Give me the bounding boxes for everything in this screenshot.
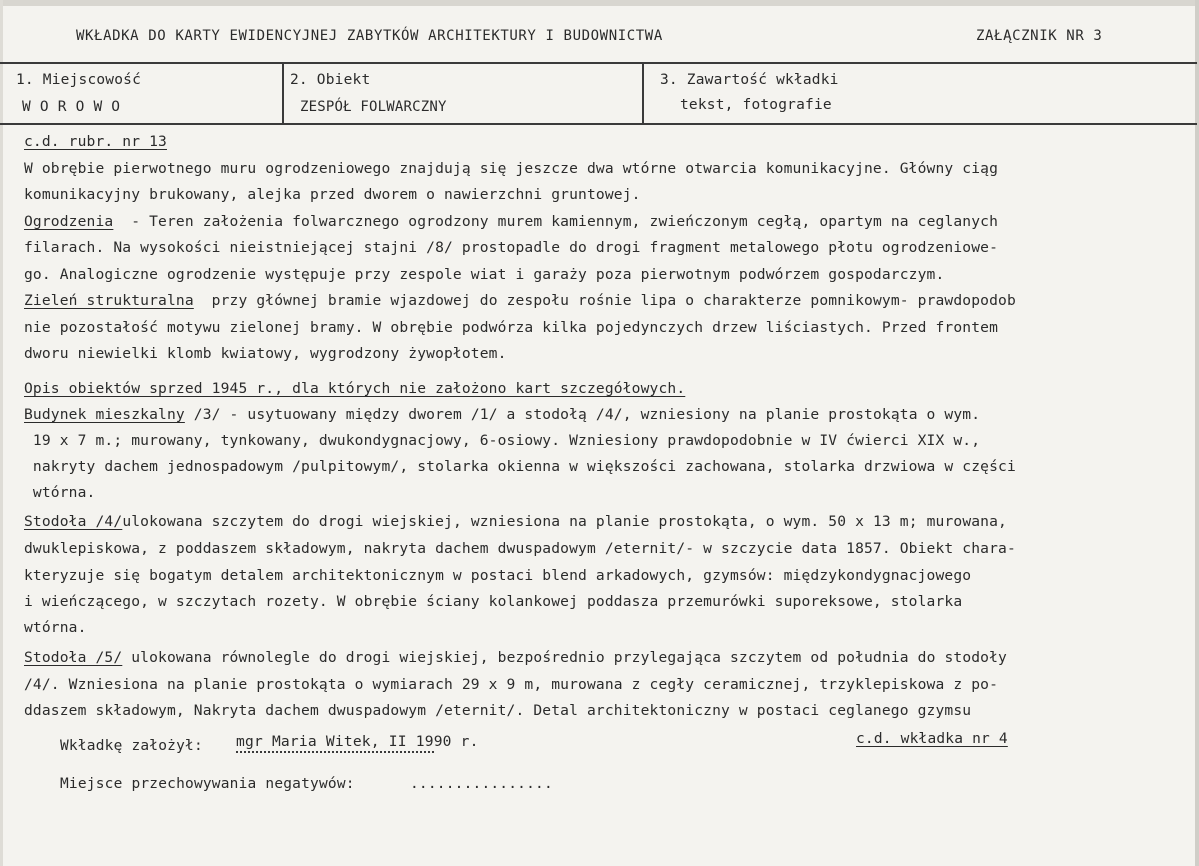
negatives-location-label: Miejsce przechowywania negatywów: <box>60 776 355 792</box>
field-locality-value: W O R O W O <box>22 99 121 115</box>
text-line: ddaszem składowym, Nakryta dachem dwuspadowym /eternit/. Detal architektoniczny w postaci ceglanego gzymsu <box>24 702 972 719</box>
text-fragment: ulokowana szczytem do drogi wiejskiej, wzniesiona na planie prostokąta, o wym. 50 x 13 m; murowana, <box>122 513 1007 530</box>
author-value: mgr Maria Witek, II 1990 r. <box>236 733 479 750</box>
text-line: dwuklepiskowa, z poddaszem składowym, nakryta dachem dwuspadowym /eternit/- w szczycie data 1857. Obiekt chara- <box>24 540 1016 557</box>
text-line-barn-5 <box>24 649 1007 666</box>
text-line: wtórna. <box>24 484 96 501</box>
field-object-value: ZESPÓŁ FOLWARCZNY <box>300 99 447 115</box>
text-line: nie pozostałość motywu zielonej bramy. W obrębie podwórza kilka pojedynczych drzew liściastych. Przed frontem <box>24 319 999 336</box>
heading-fencing: Ogrodzenia <box>24 213 114 230</box>
negatives-location-value: ................ <box>410 776 553 792</box>
text-line: filarach. Na wysokości nieistniejącej stajni /8/ prostopadle do drogi fragment metalowego płotu ogrodzeniowe- <box>24 239 999 256</box>
text-fragment: ulokowana równolegle do drogi wiejskiej, bezpośrednio przylegająca szczytem od południa do stodoły <box>122 649 1007 666</box>
heading-residential-building: Budynek mieszkalny <box>24 406 185 423</box>
card-top-edge <box>0 0 1199 6</box>
card-right-edge <box>1195 0 1199 866</box>
text-fragment: /3/ - usytuowany między dworem /1/ a stodołą /4/, wzniesiony na planie prostokąta o wym. <box>184 406 981 423</box>
text-line-greenery <box>24 292 1016 309</box>
author-dotted-line <box>236 751 434 753</box>
header-divider <box>0 62 1197 64</box>
heading-objects-description: Opis obiektów sprzed 1945 r., dla których nie założono kart szczegółowych. <box>24 380 686 397</box>
text-line: go. Analogiczne ogrodzenie występuje przy zespole wiat i garaży poza pierwotnym podwórzem gospodarczym. <box>24 266 945 283</box>
text-line: wtórna. <box>24 619 87 636</box>
text-line-fencing <box>24 213 998 230</box>
field-object-label: 2. Obiekt <box>290 72 371 88</box>
field-locality-label: 1. Miejscowość <box>16 72 142 88</box>
text-line: dworu niewielki klomb kwiatowy, wygrodzony żywopłotem. <box>24 345 507 362</box>
section-continuation-heading: c.d. rubr. nr 13 <box>24 133 167 150</box>
annex-number: ZAŁĄCZNIK NR 3 <box>976 28 1103 44</box>
text-fragment: przy głównej bramie wjazdowej do zespołu rośnie lipa o charakterze pomnikowym- prawdopodob <box>193 292 1016 309</box>
heading-barn-5: Stodoła /5/ <box>24 649 123 666</box>
text-line: W obrębie pierwotnego muru ogrodzeniowego znajdują się jeszcze dwa wtórne otwarcia komunikacyjne. Główny ciąg <box>24 160 999 177</box>
text-line: kteryzuje się bogatym detalem architektonicznym w postaci blend arkadowych, gzymsów: międzykondygnacjowego <box>24 567 972 584</box>
text-line-residential <box>24 406 980 423</box>
text-line: 19 x 7 m.; murowany, tynkowany, dwukondygnacjowy, 6-osiowy. Wzniesiony prawdopodobnie w IV ćwierci XIX w., <box>24 432 981 449</box>
field-separator-2 <box>642 62 644 124</box>
text-fragment: - Teren założenia folwarcznego ogrodzony murem kamiennym, zwieńczonym cegłą, opartym na ceglanych <box>113 213 999 230</box>
continued-on-insert: c.d. wkładka nr 4 <box>856 731 1008 747</box>
author-label: Wkładkę założył: <box>60 738 203 754</box>
field-contents-value: tekst, fotografie <box>680 97 832 113</box>
text-line: komunikacyjny brukowany, alejka przed dworem o nawierzchni gruntowej. <box>24 186 641 203</box>
card-title: WKŁADKA DO KARTY EWIDENCYJNEJ ZABYTKÓW ARCHITEKTURY I BUDOWNICTWA <box>76 28 663 44</box>
field-separator-1 <box>282 62 284 124</box>
heading-greenery: Zieleń strukturalna <box>24 292 194 309</box>
text-line: /4/. Wzniesiona na planie prostokąta o wymiarach 29 x 9 m, murowana z cegły ceramicznej, trzyklepiskowa z po- <box>24 676 999 693</box>
fields-divider <box>0 123 1197 125</box>
text-line-barn-4 <box>24 513 1007 530</box>
field-contents-label: 3. Zawartość wkładki <box>660 72 839 88</box>
text-line: nakryty dachem jednospadowym /pulpitowym/, stolarka okienna w większości zachowana, stolarka drzwiowa w części <box>24 458 1016 475</box>
card-left-edge <box>0 0 3 866</box>
heading-barn-4: Stodoła /4/ <box>24 513 123 530</box>
text-line: i wieńczącego, w szczytach rozety. W obrębie ściany kolankowej poddasza przemurówki suporeksowe, stolarka <box>24 593 963 610</box>
